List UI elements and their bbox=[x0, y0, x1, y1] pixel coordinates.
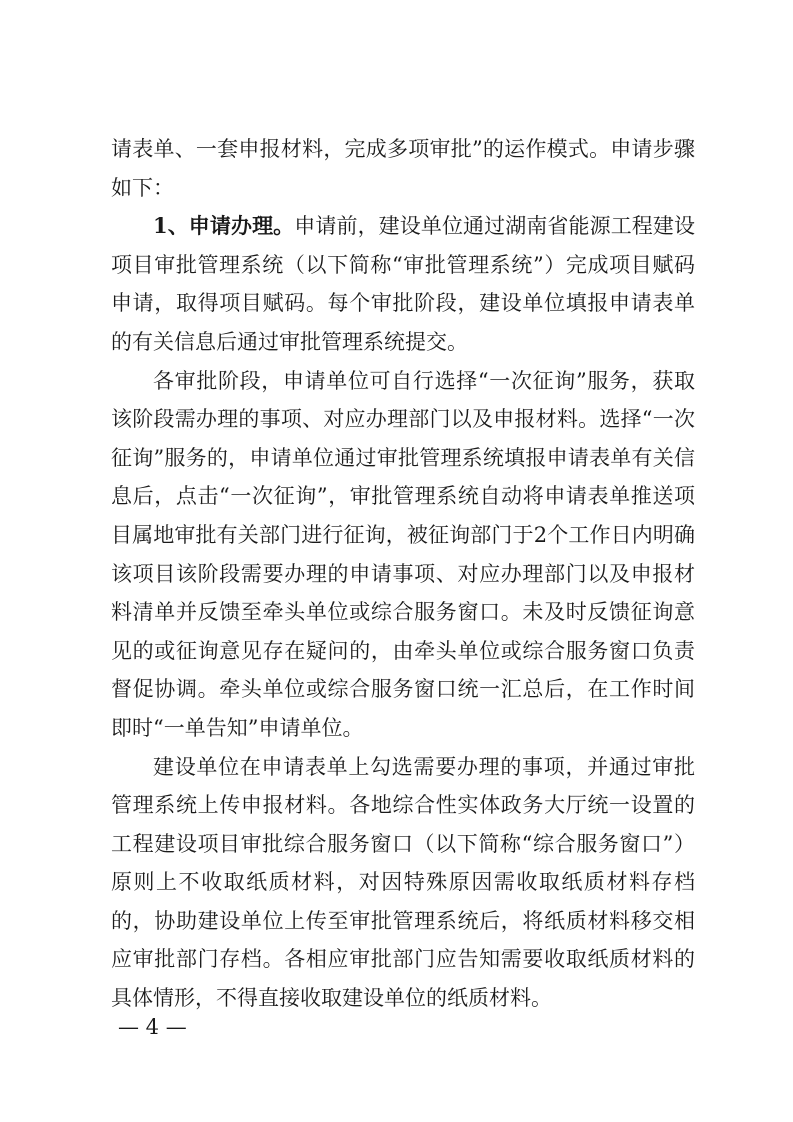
paragraph-material-upload bbox=[111, 748, 695, 1018]
paragraph-heading: 1、申请办理。 bbox=[153, 213, 295, 239]
paragraph-text: 各审批阶段，申请单位可自行选择“一次征询”服务，获取该阶段需办理的事项、对应办理部门以及申报材料。选择“一次征询”服务的，申请单位通过审批管理系统填报申请表单有关信息后，点击“一次征询”，审批管理系统自动将申请表单推送项目属地审批有关部门进行征询，被征询部门于2个工作日内明确该项目该阶段需要办理的申请事项、对应办理部门以及申报材料清单并反馈至牵头单位或综合服务窗口。未及时反馈征询意见的或征询意见存在疑问的，由牵头单位或综合服务窗口负责督促协调。牵头单位或综合服务窗口统一汇总后，在工作时间即时“一单告知”申请单位。 bbox=[111, 368, 695, 740]
page-number: — 4 — bbox=[118, 1015, 187, 1039]
paragraph-application-procedure bbox=[111, 207, 695, 361]
paragraph-text: 申请前，建设单位通过湖南省能源工程建设项目审批管理系统（以下简称“审批管理系统”）完成项目赋码申请，取得项目赋码。每个审批阶段，建设单位填报申请表单的有关信息后通过审批管理系统提交。 bbox=[111, 214, 695, 354]
document-body bbox=[111, 130, 695, 1018]
paragraph-intro-continuation bbox=[111, 130, 695, 207]
paragraph-one-time-inquiry bbox=[111, 362, 695, 748]
paragraph-text: 请表单、一套申报材料，完成多项审批”的运作模式。申请步骤如下： bbox=[111, 137, 695, 200]
paragraph-text: 建设单位在申请表单上勾选需要办理的事项，并通过审批管理系统上传申报材料。各地综合性实体政务大厅统一设置的工程建设项目审批综合服务窗口（以下简称“综合服务窗口”）原则上不收取纸质材料，对因特殊原因需收取纸质材料存档的，协助建设单位上传至审批管理系统后，将纸质材料移交相应审批部门存档。各相应审批部门应告知需要收取纸质材料的具体情形，不得直接收取建设单位的纸质材料。 bbox=[111, 754, 695, 1011]
